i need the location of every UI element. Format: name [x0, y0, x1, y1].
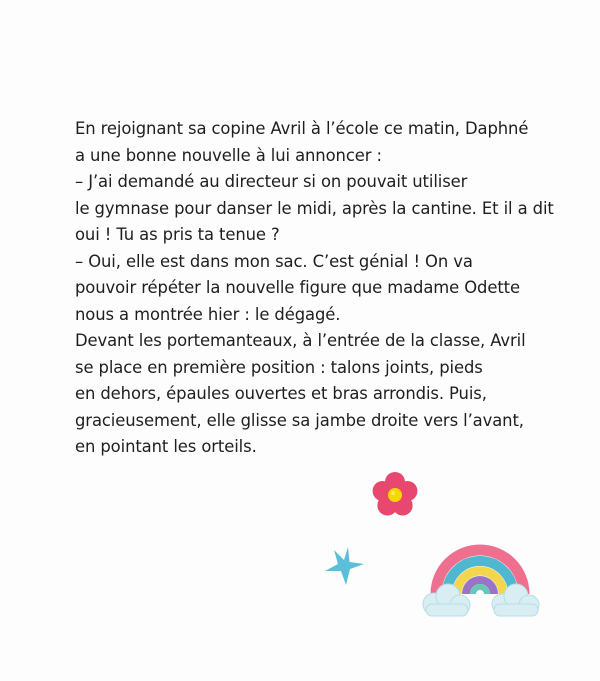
story-text	[75, 116, 554, 461]
story-line: – J’ai demandé au directeur si on pouvait utiliser	[75, 172, 468, 191]
story-line: en pointant les orteils.	[75, 437, 257, 456]
rainbow-icon	[418, 512, 542, 630]
story-line: pouvoir répéter la nouvelle figure que madame Odette	[75, 278, 520, 297]
story-line: oui ! Tu as pris ta tenue ?	[75, 225, 280, 244]
story-line: nous a montrée hier : le dégagé.	[75, 304, 341, 324]
flower-icon	[370, 470, 420, 520]
story-line: en dehors, épaules ouvertes et bras arrondis. Puis,	[75, 384, 487, 403]
star-icon	[322, 545, 366, 587]
story-line: se place en première position : talons joints, pieds	[75, 357, 483, 377]
story-line: Devant les portemanteaux, à l’entrée de la classe, Avril	[75, 331, 526, 350]
story-line: le gymnase pour danser le midi, après la cantine. Et il a dit	[75, 198, 554, 218]
story-line: gracieusement, elle glisse sa jambe droite vers l’avant,	[75, 410, 524, 430]
story-line: – Oui, elle est dans mon sac. C’est génial ! On va	[75, 251, 473, 271]
story-line: a une bonne nouvelle à lui annoncer :	[75, 145, 382, 165]
story-line: En rejoignant sa copine Avril à l’école ce matin, Daphné	[75, 119, 529, 138]
